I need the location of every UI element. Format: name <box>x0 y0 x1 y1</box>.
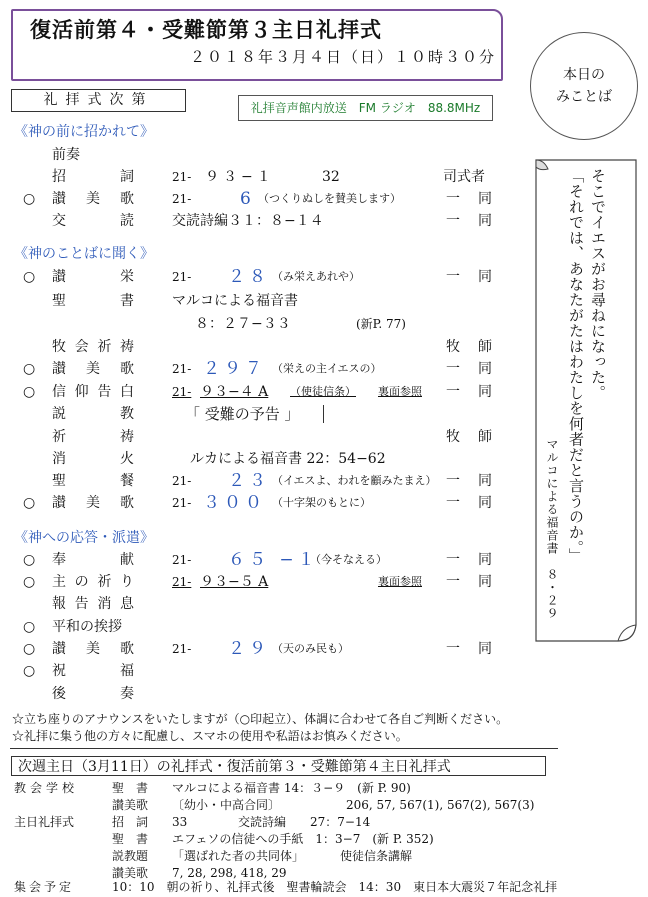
role: 司式者 <box>443 169 485 185</box>
item-name: 讃 美 歌 <box>52 361 134 377</box>
hymn-number: ２３ <box>228 471 270 491</box>
sermon-title: 「 受難の予告 」 <box>185 405 300 423</box>
hymnal-prefix: 21- <box>172 170 192 184</box>
standing-mark: ○ <box>23 191 36 207</box>
scripture-book: マルコによる福音書 <box>172 293 298 309</box>
item-name: 奉 献 <box>52 552 134 568</box>
sermon-label: 説教題 <box>112 849 149 863</box>
role: 一 同 <box>446 641 492 657</box>
row-hymn-5 <box>0 638 520 660</box>
hymn-title: （十字架のもとに） <box>272 496 371 509</box>
item-name: 讃 美 歌 <box>52 191 134 207</box>
reading-text: 交読詩編３１：８−１４ <box>172 213 324 229</box>
item-name: 平 和 の 挨 拶 <box>52 619 122 635</box>
school-scripture-label: 聖 書 <box>112 781 149 795</box>
note-standing: ☆立ち座りのアナウンスをいたしますが（○印起立）、体調に合わせて各自ご判断ください。 <box>12 712 509 726</box>
hymn-number: ２９７ <box>203 359 266 379</box>
verse-line-2: 「それでは、あなたがたはわたしを何者だと言うのか。」 <box>567 168 585 564</box>
row-hymn-4 <box>0 492 520 514</box>
hymn-number: ６５ −１ <box>228 550 319 570</box>
item-name: 聖 書 <box>52 293 134 309</box>
row-communion <box>0 470 520 492</box>
standing-mark: ○ <box>23 384 36 400</box>
item-name: 祈 祷 <box>52 429 134 445</box>
hymn-title: （天のみ民も） <box>272 642 349 655</box>
text-cursor <box>323 405 324 423</box>
creed-title: （使徒信条） <box>290 385 356 398</box>
item-name: 後 奏 <box>52 686 134 702</box>
todays-word-circle <box>530 32 638 140</box>
hymn-title: （イエスよ、われを顧みたまえ） <box>272 474 437 487</box>
role: 一 同 <box>446 384 492 400</box>
role: 一 同 <box>446 552 492 568</box>
school-hymn-numbers: 206, 57, 567(1), 567(2), 567(3) <box>346 798 535 812</box>
creed-number: ９３−４ A <box>200 384 269 400</box>
standing-mark: ○ <box>23 495 36 511</box>
role: 一 同 <box>446 191 492 207</box>
role: 一 同 <box>446 495 492 511</box>
row-announcements <box>0 593 520 615</box>
item-name: 讃 美 歌 <box>52 495 134 511</box>
item-name: 交 読 <box>52 213 134 229</box>
section-heading-2: 《神のことばに聞く》 <box>14 246 154 262</box>
scripture-page: (新P. 77) <box>356 317 406 331</box>
name-text: 前奏 <box>52 147 80 163</box>
circle-line-2: みことば <box>556 89 612 105</box>
row-lords-prayer <box>0 571 520 593</box>
note-etiquette: ☆礼拝に集う他の方々に配慮し、スマホの使用や私語はお慎みください。 <box>12 729 408 743</box>
role: 一 同 <box>446 473 492 489</box>
role: 一 同 <box>446 213 492 229</box>
gathering-label: 集会予定 <box>14 880 75 894</box>
hymnal-prefix: 21- <box>172 362 192 376</box>
hymn-title: （つくりぬしを賛美します） <box>258 192 401 205</box>
next-hymns: 7, 28, 298, 418, 29 <box>172 866 287 880</box>
next-scripture: エフェソの信徒への手紙 1：3−7 (新 P. 352) <box>172 832 434 846</box>
call-label: 招 詞 <box>112 815 149 829</box>
role: 牧 師 <box>446 429 492 445</box>
item-name: 讃 栄 <box>52 269 134 285</box>
row-reading <box>0 210 520 232</box>
hymnal-prefix: 21- <box>172 474 192 488</box>
call-reading: 交読詩編 27：7−14 <box>238 815 371 829</box>
hymn-title: （栄えの主イエスの） <box>272 362 382 375</box>
hymnal-prefix: 21- <box>172 192 192 206</box>
standing-mark: ○ <box>23 361 36 377</box>
see-back-page: 裏面参照 <box>378 385 422 398</box>
hymn-number: ２９ <box>228 639 270 659</box>
prayer-number: ９３−５ A <box>200 574 269 590</box>
role: 牧 師 <box>446 339 492 355</box>
row-pastoral-prayer <box>0 336 520 358</box>
row-postlude <box>0 683 520 705</box>
circle-line-1: 本日の <box>563 67 605 83</box>
row-prayer <box>0 426 520 448</box>
item-name: 讃 美 歌 <box>52 641 134 657</box>
standing-mark: ○ <box>23 552 36 568</box>
row-scripture-verse <box>0 313 520 335</box>
item-name: 祝 福 <box>52 663 134 679</box>
role: 一 同 <box>446 574 492 590</box>
verse-source: マルコによる福音書 ８・２９ <box>545 438 559 620</box>
next-week-title: 次週主日（3月11日）の礼拝式・復活前第３・受難節第４主日礼拝式 <box>11 756 546 776</box>
row-creed <box>0 381 520 403</box>
verse-line-1: そこでイエスがお尋ねになった。 <box>589 168 607 401</box>
school-label: 教会学校 <box>14 781 79 795</box>
item-name: 説 教 <box>52 406 134 422</box>
section-heading-3: 《神への応答・派遣》 <box>14 530 154 546</box>
school-hymn-label: 讃美歌 <box>112 798 149 812</box>
hymnal-prefix: 21- <box>172 385 192 399</box>
scripture-label: 聖 書 <box>112 832 149 846</box>
hymn-number: 6 <box>240 189 255 209</box>
hymnal-prefix: 21- <box>172 575 192 589</box>
row-scripture <box>0 290 520 312</box>
row-peace <box>0 616 520 638</box>
hymn-title: （み栄えあれや） <box>272 270 360 283</box>
gathering-schedule: 10：10 朝の祈り、礼拝式後 聖書輪読会 14：30 東日本大震災７年記念礼拝 <box>112 880 558 894</box>
item-name: 消 火 <box>52 451 134 467</box>
section-heading-1: 《神の前に招かれて》 <box>14 124 154 140</box>
row-hymn-3 <box>0 358 520 380</box>
row-offering <box>0 549 520 571</box>
standing-mark: ○ <box>23 663 36 679</box>
row-prelude <box>0 144 520 166</box>
call-extra: 32 <box>322 169 340 185</box>
item-name: 聖 餐 <box>52 473 134 489</box>
item-name: 主 の 祈 り <box>52 574 134 590</box>
item-name: 牧 会 祈 祷 <box>52 339 134 355</box>
standing-mark: ○ <box>23 269 36 285</box>
hymnal-prefix: 21- <box>172 642 192 656</box>
standing-mark: ○ <box>23 641 36 657</box>
hymnal-prefix: 21- <box>172 496 192 510</box>
service-date: ２０１８年３月４日（日）１０時３０分 <box>190 48 497 66</box>
standing-mark: ○ <box>23 619 36 635</box>
hymn-number: ３００ <box>203 493 266 513</box>
item-name: 信 仰 告 白 <box>52 384 134 400</box>
see-back-page: 裏面参照 <box>378 575 422 588</box>
call-number: 33 <box>172 815 188 829</box>
call-number: ９３−１ <box>205 169 275 185</box>
school-scripture: マルコによる福音書 14：３−９ (新 P. 90) <box>172 781 411 795</box>
next-sermon-series: 使徒信条講解 <box>340 849 413 863</box>
main-service-label: 主日礼拝式 <box>14 815 75 829</box>
hymn-label: 讃美歌 <box>112 866 149 880</box>
hymn-number: ２８ <box>228 267 270 287</box>
hymnal-prefix: 21- <box>172 553 192 567</box>
order-of-service-label: 礼拝式次第 <box>11 89 186 112</box>
scripture-verse: ８：２７−３３ <box>195 316 291 332</box>
hymnal-prefix: 21- <box>172 270 192 284</box>
divider <box>10 748 558 749</box>
row-sermon <box>0 403 520 425</box>
hymn-title: （今そなえる） <box>310 553 387 566</box>
standing-mark: ○ <box>23 574 36 590</box>
page-title: 復活前第４・受難節第３主日礼拝式 <box>30 17 382 42</box>
item-name: 招 詞 <box>52 169 134 185</box>
row-call <box>0 166 520 188</box>
radio-broadcast-note: 礼拝音声館内放送 FM ラジオ 88.8MHz <box>238 95 493 121</box>
next-sermon-title: 「選ばれた者の共同体」 <box>172 849 305 863</box>
row-doxology <box>0 266 520 288</box>
item-name: 報 告 消 息 <box>52 596 134 612</box>
role: 一 同 <box>446 269 492 285</box>
item-name <box>52 144 134 166</box>
candle-text: ルカによる福音書 22：54−62 <box>190 451 386 467</box>
row-hymn-1 <box>0 188 520 210</box>
school-hymn: 〔幼小・中高合同〕 <box>172 798 281 812</box>
row-candle <box>0 448 520 470</box>
row-blessing <box>0 660 520 682</box>
role: 一 同 <box>446 361 492 377</box>
